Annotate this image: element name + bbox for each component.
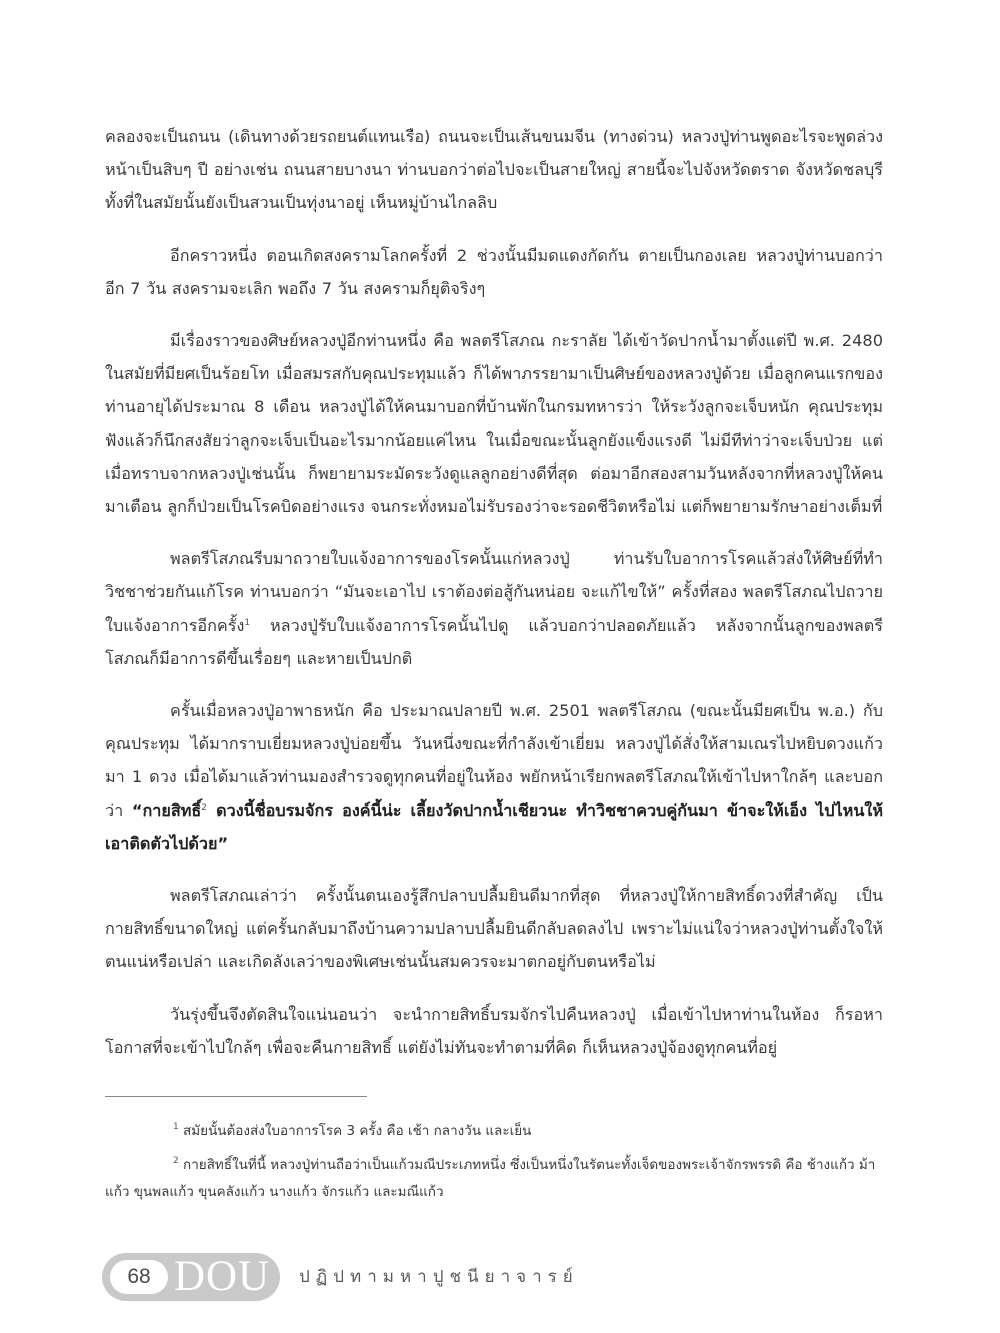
quote-bold-a: “กายสิทธิ์ [131,800,202,820]
quote-bold-b: ดวงนี้ชื่อบรมจักร องค์นี้น่ะ เลี้ยงวัดปากน้ำเชียวนะ ทำวิชชาควบคู่กันมา ข้าจะให้เอ็ง ไปไหนให้เอาติดตัวไปด้วย” [105,800,883,853]
paragraph-3: มีเรื่องราวของศิษย์หลวงปู่อีกท่านหนึ่ง คือ พลตรีโสภณ กะราลัย ได้เข้าวัดปากน้ำมาตั้งแต่ปี พ.ศ. 2480 ในสมัยที่มียศเป็นร้อยโท เมื่อสมรสกับคุณประทุมแล้ว ก็ได้พาภรรยามาเป็นศิษย์ของหลวงปู่ด้วย เมื่อลูกคนแรกของท่านอายุได้ประมาณ 8 เดือน หลวงปู่ได้ให้คนมาบอกที่บ้านพักในกรมทหารว่า ให้ระวังลูกจะเจ็บหนัก คุณประทุมฟังแล้วก็นึกสงสัยว่าลูกจะเจ็บเป็นอะไรมากน้อยแค่ไหน ในเมื่อขณะนั้นลูกยังแข็งแรงดี ไม่มีทีท่าว่าจะเจ็บป่วย แต่เมื่อทราบจากหลวงปู่เช่นนั้น ก็พยายามระมัดระวังดูแลลูกอย่างดีที่สุด ต่อมาอีกสองสามวันหลังจากที่หลวงปู่ให้คนมาเตือน ลูกก็ป่วยเป็นโรคบิดอย่างแรง จนกระทั่งหมอไม่รับรองว่าจะรอดชีวิตหรือไม่ แต่ก็พยายามรักษาอย่างเต็มที่ [105,331,883,517]
footnote-divider [105,1096,367,1097]
paragraph-6: พลตรีโสภณเล่าว่า ครั้งนั้นตนเองรู้สึกปลาบปลื้มยินดีมากที่สุด ที่หลวงปู่ให้กายสิทธิ์ดวงที่สำคัญ เป็นกายสิทธิ์ขนาดใหญ่ แต่ครั้นกลับมาถึงบ้านความปลาบปลื้มยินดีกลับลดลงไป เพราะไม่แน่ใจว่าหลวงปู่ท่านตั้งใจให้ตนแน่หรือเปล่า และเกิดลังเลว่าของพิเศษเช่นนั้นสมควรจะมาตกอยู่กับตนหรือไม่ [105,886,883,972]
paragraph-1: คลองจะเป็นถนน (เดินทางด้วยรถยนต์แทนเรือ) ถนนจะเป็นเส้นขนมจีน (ทางด่วน) หลวงปู่ท่านพูดอะไรจะพูดล่วงหน้าเป็นสิบๆ ปี อย่างเช่น ถนนสายบางนา ท่านบอกว่าต่อไปจะเป็นสายใหญ่ สายนี้จะไปจังหวัดตราด จังหวัดชลบุรี ทั้งที่ในสมัยนั้นยังเป็นสวนเป็นทุ่งนาอยู่ เห็นหมู่บ้านไกลลิบ [105,127,883,213]
footnote-2-text: กายสิทธิ์ในที่นี้ หลวงปู่ท่านถือว่าเป็นแก้วมณีประเภทหนึ่ง ซึ่งเป็นหนึ่งในรัตนะทั้งเจ็ดของพระเจ้าจักรพรรดิ คือ ช้างแก้ว ม้าแก้ว ขุนพลแก้ว ขุนคลังแก้ว นางแก้ว จักรแก้ว และมณีแก้ว [105,1157,876,1200]
footnotes [105,1118,883,1213]
paragraph-5-text: ครั้นเมื่อหลวงปู่อาพาธหนัก คือ ประมาณปลายปี พ.ศ. 2501 พลตรีโสภณ (ขณะนั้นมียศเป็น พ.อ.) กับคุณประทุม ได้มากราบเยี่ยมหลวงปู่บ่อยขึ้น วันหนึ่งขณะที่กำลังเข้าเยี่ยม หลวงปู่ได้สั่งให้สามเณรไปหยิบดวงแก้วมา 1 ดวง เมื่อได้มาแล้วท่านมองสำรวจดูทุกคนที่อยู่ในห้อง พยักหน้าเรียกพลตรีโสภณให้เข้าไปหาใกล้ๆ และบอกว่า [105,701,883,820]
paragraph-2: อีกคราวหนึ่ง ตอนเกิดสงครามโลกครั้งที่ 2 ช่วงนั้นมีมดแดงกัดกัน ตายเป็นกองเลย หลวงปู่ท่านบอกว่า อีก 7 วัน สงครามจะเลิก พอถึง 7 วัน สงครามก็ยุติจริงๆ [105,245,883,298]
footnote-1 [105,1118,883,1145]
page-footer [102,1253,622,1301]
dou-logo: DOU [174,1253,271,1300]
footnote-1-number: 1 [173,1122,179,1132]
page-body [105,120,883,1083]
paragraph-4 [105,542,883,675]
paragraph-4-text-b: หลวงปู่รับใบแจ้งอาการโรคนั้นไปดู แล้วบอกว่าปลอดภัยแล้ว หลังจากนั้นลูกของพลตรีโสภณก็มีอาการดีขึ้นเรื่อยๆ และหายเป็นปกติ [105,615,883,668]
footnote-ref-1[interactable]: 1 [244,617,251,628]
footnote-2 [105,1152,883,1206]
footnote-1-text: สมัยนั้นต้องส่งใบอาการโรค 3 ครั้ง คือ เช้า กลางวัน และเย็น [178,1123,532,1139]
paragraph-7: วันรุ่งขึ้นจึงตัดสินใจแน่นอนว่า จะนำกายสิทธิ์บรมจักรไปคืนหลวงปู่ เมื่อเข้าไปหาท่านในห้อง ก็รอหาโอกาสที่จะเข้าไปใกล้ๆ เพื่อจะคืนกายสิทธิ์ แต่ยังไม่ทันจะทำตามที่คิด ก็เห็นหลวงปู่จ้องดูทุกคนที่อยู่ [105,1004,883,1057]
paragraph-4-text-a: พลตรีโสภณรีบมาถวายใบแจ้งอาการของโรคนั้นแก่หลวงปู่ ท่านรับใบอาการโรคแล้วส่งให้ศิษย์ที่ทำวิชชาช่วยกันแก้โรค ท่านบอกว่า “มันจะเอาไป เราต้องต่อสู้กันหน่อย จะแก้ไขให้” ครั้งที่สอง พลตรีโสภณไปถวายใบแจ้งอาการอีกครั้ง [105,549,883,635]
paragraph-5 [105,694,883,860]
page-number: 68 [110,1260,168,1294]
footnote-ref-2[interactable]: 2 [201,802,207,813]
footer-badge [102,1253,280,1301]
book-title: ปฏิปทามหาปูชนียาจารย์ [299,1267,579,1287]
footnote-2-number: 2 [173,1156,179,1166]
